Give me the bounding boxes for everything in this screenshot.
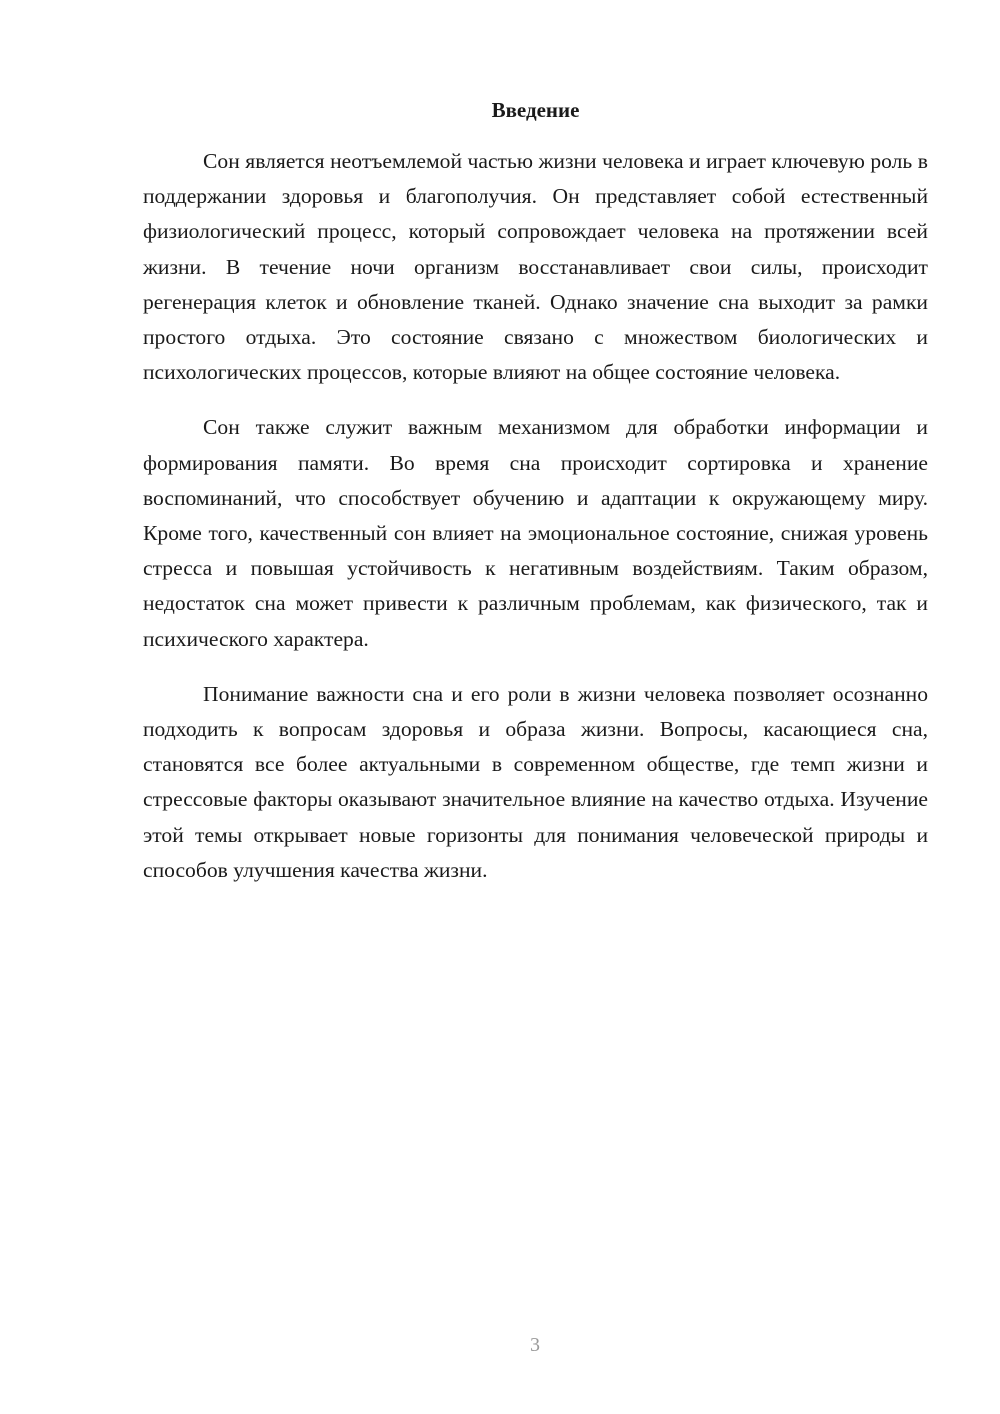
paragraph-2: Сон также служит важным механизмом для обработки информации и формирования памяти. Во время сна происходит сортировка и хранение воспоминаний, что способствует обучению и адаптации к окружающему миру. Кроме того, качественный сон влияет на эмоциональное состояние, снижая уровень стресса и повышая устойчивость к негативным воздействиям. Таким образом, недостаток сна может привести к различным проблемам, как физического, так и психического характера.: [143, 415, 928, 651]
page-number: 3: [530, 1334, 540, 1356]
paragraph-1: Сон является неотъемлемой частью жизни человека и играет ключевую роль в поддержании здоровья и благополучия. Он представляет собой естественный физиологический процесс, который сопровождает человека на протяжении всей жизни. В течение ночи организм восстанавливает свои силы, происходит регенерация клеток и обновление тканей. Однако значение сна выходит за рамки простого отдыха. Это состояние связано с множеством биологических и психологических процессов, которые влияют на общее состояние человека.: [143, 149, 928, 385]
paragraph-3: Понимание важности сна и его роли в жизни человека позволяет осознанно подходить к вопросам здоровья и образа жизни. Вопросы, касающиеся сна, становятся все более актуальными в современном обществе, где темп жизни и стрессовые факторы оказывают значительное влияние на качество отдыха. Изучение этой темы открывает новые горизонты для понимания человеческой природы и способов улучшения качества жизни.: [143, 681, 928, 882]
section-title: Введение: [491, 98, 580, 122]
page-content: [143, 94, 928, 908]
